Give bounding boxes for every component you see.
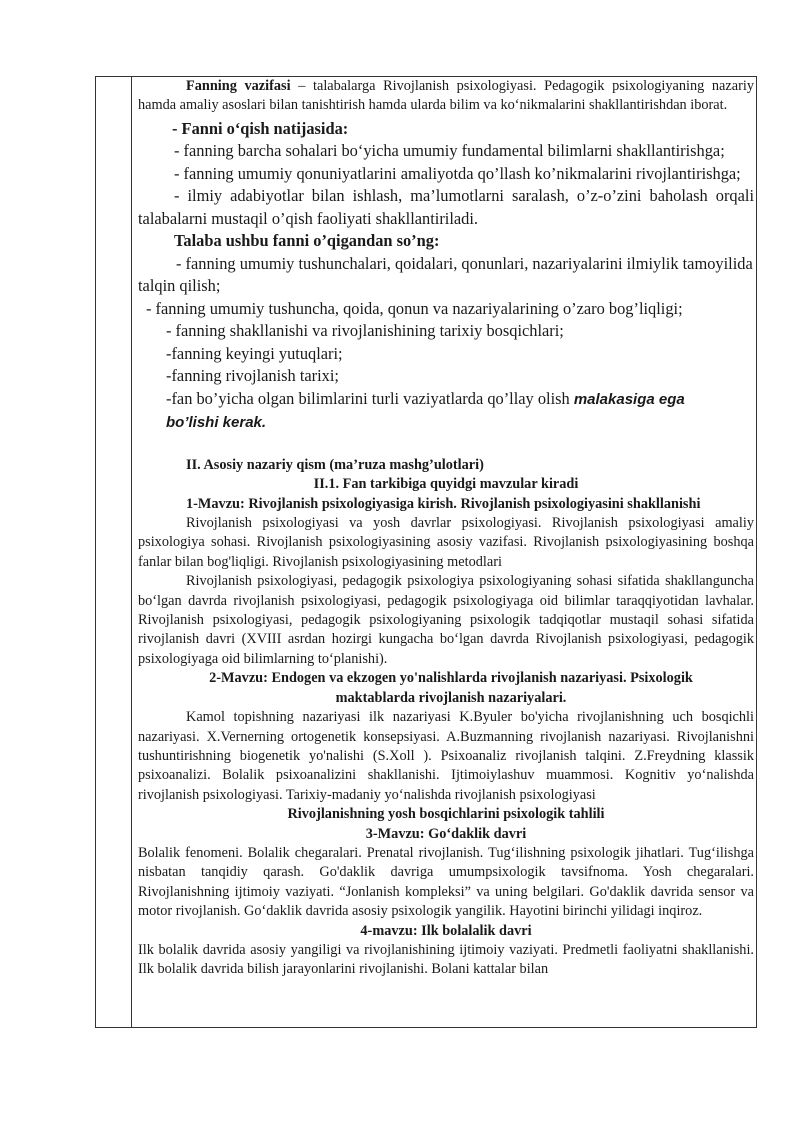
talaba-item: - fanning umumiy tushuncha, qoida, qonun va nazariyalarining o’zaro bog’liqligi; <box>146 298 683 318</box>
topic1-para2: Rivojlanish psixologiyasi, pedagogik psixologiya psixologiyaning sohasi sifatida shakllanguncha bo‘lgan davrda rivojlanish psixologiyasi, pedagogik psixologiyaga oid bilimlar taraqqiyotidan lavhalar. Rivojlanish psixologiyasi, pedagogik psixologiyaning psixologik tadqiqotlar mustaqil sohasi sifatida rivojlanish davri (XVIII asrdan hozirgi kungacha bo‘lgan davrda Rivojlanish psixologiyasi, pedagogik psixologiyaga oid bilimlarning to‘planishi). <box>138 573 754 667</box>
section2-heading: II. Asosiy nazariy qism (ma’ruza mashg’ulotlari) <box>186 456 484 473</box>
vazifasi-paragraph <box>138 77 754 116</box>
topic2-title: 2-Mavzu: Endogen va ekzogen yo'nalishlarda rivojlanish nazariyasi. Psixologik maktablarda rivojlanish nazariyalari. <box>209 670 693 706</box>
natija-item: - ilmiy adabiyotlar bilan ishlash, ma’lumotlarni saralash, o’z-o’zini baholash orqali talabalarni mustaqil o’qish faoliyati shakllantiriladi. <box>138 186 754 228</box>
talaba-item: -fanning rivojlanish tarixi; <box>166 366 339 386</box>
column-divider <box>131 77 132 1027</box>
topic3-para: Bolalik fenomeni. Bolalik chegaralari. Prenatal rivojlanish. Tug‘ilishning psixologik jihatlari. Tug‘ilishga nisbatan tanqidiy qarash. Go'daklik davriga umumpsixologik tavsifnoma. Yosh chegaralari. Rivojlanishning ijtimoiy vaziyati. “Jonlanish kompleksi” va uning belgilari. Go'daklik davrida sensor va motor rivojlanish. Go‘daklik davrida asosiy psixologik yangilik. Hayotini birinchi yilidagi inqiroz. <box>138 844 754 920</box>
natija-item: - fanning umumiy qonuniyatlarini amaliyotda qo’llash ko’nikmalarini rivojlantirishga; <box>174 163 741 183</box>
topic1-title: 1-Mavzu: Rivojlanish psixologiyasiga kirish. Rivojlanish psixologiyasini shakllanishi <box>186 495 701 512</box>
topic2-para: Kamol topishning nazariyasi ilk nazariyasi K.Byuler bo'yicha rivojlanishning uch bosqichli nazariyasi. X.Vernerning ortogenetik konsepsiyasi. A.Buzmanning rivojlanish nazariyasi. Rivojlanishni tushuntirishning biogenetik yo'nalishi (S.Xoll ). Psixoanaliz rivojlanish talqini. Z.Freydning klassik psixoanalizi. Bolalik psixoanalizini shakllanishi. Ijtimoiylashuv muammosi. Kognitiv yo‘nalishda rivojlanish psixologiyasi. Tarixiy-madaniy yo‘nalishda rivojlanish psixologiyasi <box>138 709 754 803</box>
topic3-title: 3-Mavzu: Go‘daklik davri <box>365 825 527 842</box>
section3-heading: Rivojlanishning yosh bosqichlarini psixologik tahlili <box>287 806 605 823</box>
natija-heading: - Fanni o‘qish natijasida: <box>172 118 349 138</box>
topic4-para: Ilk bolalik davrida asosiy yangiligi va rivojlanishining ijtimoiy vaziyati. Predmetli faoliyatni shakllanishi. Ilk bolalik davrida bilish jarayonlarini rivojlanishi. Bolani kattalar bilan <box>138 941 754 978</box>
natija-item: - fanning barcha sohalari bo‘yicha umumiy fundamental bilimlarni shakllantirishga; <box>174 141 725 161</box>
talaba-item: -fanning keyingi yutuqlari; <box>166 343 343 363</box>
document-content <box>138 77 754 980</box>
talaba-heading: Talaba ushbu fanni o’qigandan so’ng: <box>174 231 440 251</box>
vazifasi-text: – talabalarga Rivojlanish psixologiyasi. Pedagogik psixologiyaning nazariy hamda amaliy asoslari bilan tanishtirish hamda ularda bilim va ko‘nikmalarini shakllantirishdan iborat. <box>138 78 754 114</box>
talaba-item: - fanning umumiy tushunchalari, qoidalari, qonunlari, nazariyalarini ilmiylik tamoyilida talqin qilish; <box>138 253 753 296</box>
talaba-last-text: -fan bo’yicha olgan bilimlarini turli vaziyatlarda qo’llay olish <box>166 388 574 408</box>
talaba-last-emph: malakasiga ega bo’lishi kerak. <box>166 390 685 432</box>
talaba-item: - fanning shakllanishi va rivojlanishining tarixiy bosqichlari; <box>166 321 564 341</box>
section2-subheading: II.1. Fan tarkibiga quyidgi mavzular kiradi <box>313 476 579 493</box>
vazifasi-label: Fanning vazifasi <box>186 78 291 94</box>
topic4-title: 4-mavzu: Ilk bolalalik davri <box>360 922 532 939</box>
topic1-para1: Rivojlanish psixologiyasi va yosh davrlar psixologiyasi. Rivojlanish psixologiyasi amaliy psixologiya sohasi. Rivojlanish psixologiyasining asosiy vazifasi. Rivojlanish psixologiyasining boshqa fanlar bilan bog'liqligi. Rivojlanish psixologiyasining metodlari <box>138 515 754 570</box>
talaba-item-last <box>138 388 754 435</box>
